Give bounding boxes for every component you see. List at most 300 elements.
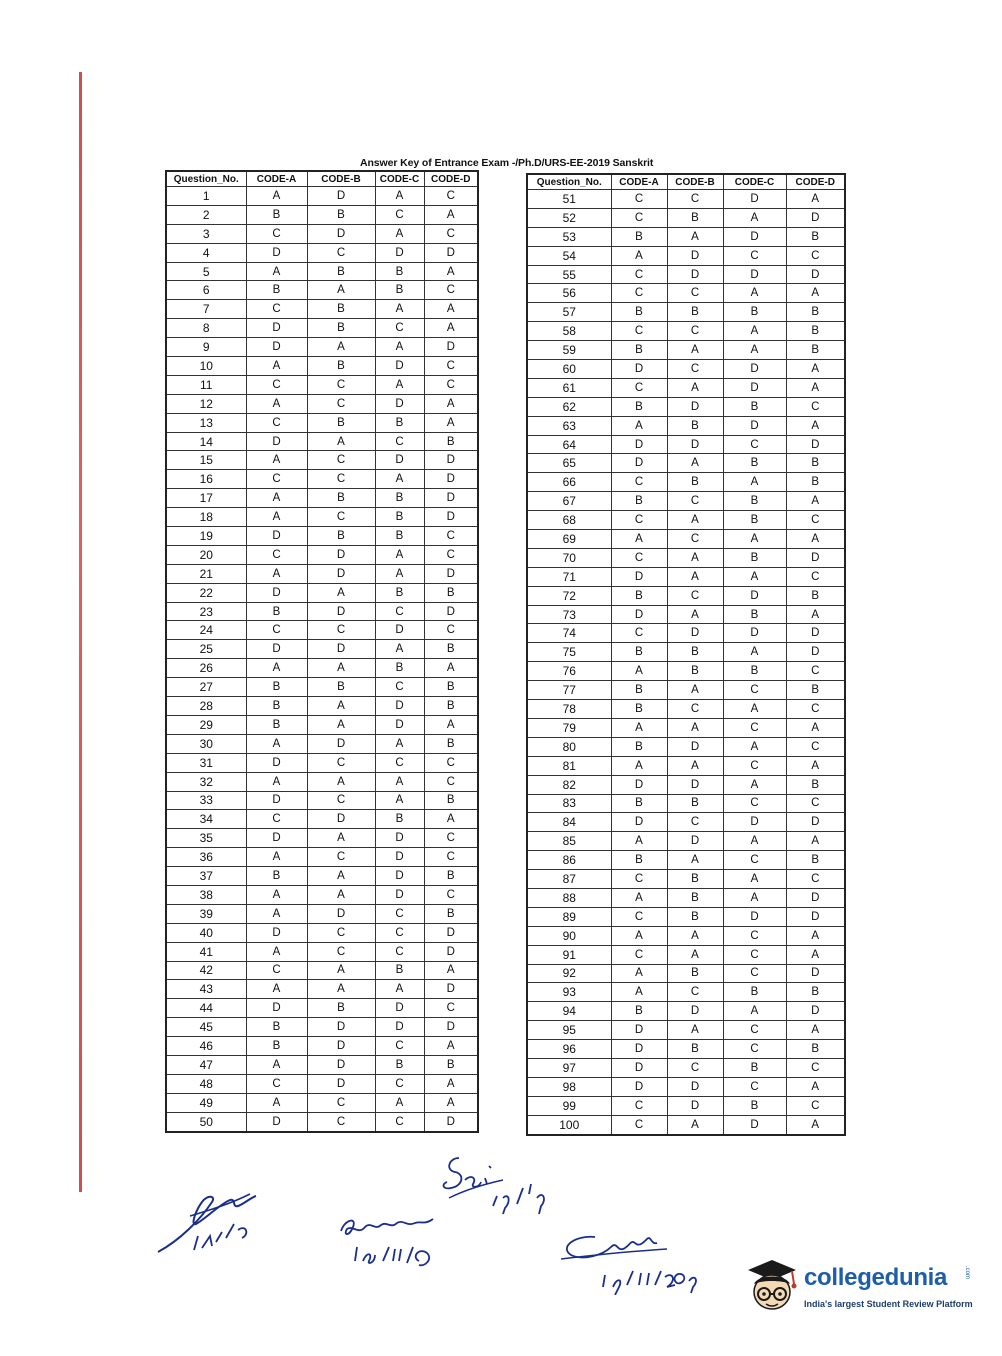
answer-cell: B	[611, 303, 667, 322]
answer-cell: D	[246, 1112, 307, 1131]
answer-cell: C	[723, 964, 786, 983]
answer-cell: B	[375, 527, 424, 546]
table-row	[166, 243, 478, 262]
answer-cell: C	[375, 678, 424, 697]
answer-cell: C	[786, 1058, 845, 1077]
logo-domain-suffix: .com	[964, 1266, 970, 1280]
answer-cell: A	[375, 772, 424, 791]
table-row	[527, 737, 845, 756]
table-row	[527, 303, 845, 322]
question-number-cell: 92	[527, 964, 611, 983]
answer-cell: A	[424, 1037, 478, 1056]
table-row	[166, 772, 478, 791]
answer-cell: A	[246, 187, 307, 206]
answer-cell: D	[424, 602, 478, 621]
answer-cell: A	[424, 205, 478, 224]
answer-cell: A	[307, 829, 375, 848]
table-row	[166, 904, 478, 923]
table-row	[527, 643, 845, 662]
table-row	[166, 621, 478, 640]
answer-cell: D	[667, 775, 723, 794]
answer-cell: D	[375, 848, 424, 867]
answer-cell: B	[424, 1055, 478, 1074]
answer-cell: C	[424, 885, 478, 904]
answer-cell: A	[723, 700, 786, 719]
answer-cell: C	[611, 473, 667, 492]
answer-cell: C	[424, 848, 478, 867]
question-number-cell: 77	[527, 681, 611, 700]
answer-cell: D	[723, 624, 786, 643]
answer-cell: C	[307, 848, 375, 867]
answer-cell: A	[424, 810, 478, 829]
answer-cell: A	[786, 945, 845, 964]
answer-cell: B	[611, 737, 667, 756]
answer-cell: D	[611, 1077, 667, 1096]
answer-cell: D	[375, 867, 424, 886]
question-number-cell: 97	[527, 1058, 611, 1077]
answer-cell: A	[375, 300, 424, 319]
answer-cell: C	[307, 243, 375, 262]
answer-cell: B	[786, 454, 845, 473]
answer-cell: C	[723, 1077, 786, 1096]
answer-cell: A	[723, 567, 786, 586]
question-number-cell: 89	[527, 907, 611, 926]
answer-cell: D	[424, 451, 478, 470]
answer-cell: D	[246, 243, 307, 262]
answer-cell: D	[246, 432, 307, 451]
answer-cell: B	[424, 904, 478, 923]
table-row	[166, 413, 478, 432]
table-row	[527, 756, 845, 775]
answer-cell: A	[786, 416, 845, 435]
answer-cell: D	[246, 753, 307, 772]
signature-3	[435, 1150, 555, 1225]
question-number-cell: 96	[527, 1040, 611, 1059]
answer-cell: C	[246, 545, 307, 564]
answer-cell: D	[611, 605, 667, 624]
answer-cell: D	[667, 737, 723, 756]
answer-cell: C	[611, 322, 667, 341]
question-number-cell: 20	[166, 545, 246, 564]
question-number-cell: 36	[166, 848, 246, 867]
answer-cell: B	[667, 208, 723, 227]
answer-cell: A	[786, 360, 845, 379]
answer-cell: C	[424, 527, 478, 546]
answer-cell: C	[723, 1021, 786, 1040]
table-header-row	[166, 171, 478, 187]
answer-cell: C	[424, 224, 478, 243]
answer-cell: D	[786, 624, 845, 643]
answer-cell: C	[723, 435, 786, 454]
answer-cell: A	[307, 338, 375, 357]
answer-cell: D	[723, 416, 786, 435]
answer-cell: A	[307, 697, 375, 716]
column-header: CODE-B	[667, 174, 723, 190]
answer-cell: A	[667, 681, 723, 700]
answer-cell: D	[424, 980, 478, 999]
answer-cell: D	[786, 265, 845, 284]
answer-cell: A	[246, 451, 307, 470]
answer-cell: D	[786, 208, 845, 227]
answer-cell: A	[786, 926, 845, 945]
table-row	[166, 583, 478, 602]
answer-cell: C	[667, 586, 723, 605]
answer-cell: A	[424, 715, 478, 734]
answer-cell: C	[611, 1096, 667, 1115]
table-row	[527, 567, 845, 586]
answer-cell: C	[786, 1096, 845, 1115]
table-row	[527, 473, 845, 492]
table-row	[166, 300, 478, 319]
answer-key-table-right	[526, 173, 846, 1136]
answer-cell: B	[424, 583, 478, 602]
question-number-cell: 70	[527, 548, 611, 567]
table-header-row	[527, 174, 845, 190]
answer-cell: C	[611, 945, 667, 964]
table-row	[527, 1115, 845, 1134]
table-row	[527, 548, 845, 567]
answer-cell: D	[786, 813, 845, 832]
answer-cell: B	[375, 583, 424, 602]
question-number-cell: 46	[166, 1037, 246, 1056]
column-header: Question_No.	[166, 171, 246, 187]
question-number-cell: 60	[527, 360, 611, 379]
table-row	[166, 848, 478, 867]
answer-cell: D	[307, 1055, 375, 1074]
question-number-cell: 79	[527, 718, 611, 737]
answer-cell: D	[667, 265, 723, 284]
table-row	[166, 319, 478, 338]
answer-cell: A	[424, 394, 478, 413]
answer-cell: C	[307, 1093, 375, 1112]
answer-cell: D	[424, 508, 478, 527]
question-number-cell: 78	[527, 700, 611, 719]
answer-cell: D	[786, 964, 845, 983]
table-row	[527, 832, 845, 851]
answer-cell: C	[307, 508, 375, 527]
question-number-cell: 28	[166, 697, 246, 716]
answer-cell: D	[375, 697, 424, 716]
question-number-cell: 67	[527, 492, 611, 511]
answer-cell: D	[723, 1115, 786, 1134]
question-number-cell: 42	[166, 961, 246, 980]
question-number-cell: 65	[527, 454, 611, 473]
table-row	[166, 791, 478, 810]
answer-cell: C	[667, 190, 723, 209]
table-row	[527, 681, 845, 700]
answer-cell: A	[611, 926, 667, 945]
table-row	[166, 753, 478, 772]
answer-cell: A	[424, 413, 478, 432]
answer-cell: C	[375, 602, 424, 621]
table-row	[527, 435, 845, 454]
table-row	[527, 322, 845, 341]
answer-cell: D	[424, 942, 478, 961]
question-number-cell: 82	[527, 775, 611, 794]
answer-cell: B	[786, 681, 845, 700]
question-number-cell: 45	[166, 1018, 246, 1037]
question-number-cell: 44	[166, 999, 246, 1018]
table-row	[527, 662, 845, 681]
answer-cell: C	[667, 492, 723, 511]
table-row	[166, 527, 478, 546]
answer-cell: C	[723, 718, 786, 737]
question-number-cell: 43	[166, 980, 246, 999]
question-number-cell: 37	[166, 867, 246, 886]
answer-cell: A	[375, 734, 424, 753]
answer-cell: A	[424, 262, 478, 281]
answer-cell: C	[611, 870, 667, 889]
answer-cell: C	[667, 284, 723, 303]
table-row	[527, 416, 845, 435]
answer-cell: C	[246, 375, 307, 394]
answer-cell: A	[307, 772, 375, 791]
answer-cell: A	[786, 718, 845, 737]
answer-cell: B	[723, 303, 786, 322]
answer-cell: D	[424, 489, 478, 508]
answer-cell: C	[246, 224, 307, 243]
answer-cell: C	[375, 432, 424, 451]
answer-cell: A	[307, 715, 375, 734]
answer-cell: A	[723, 530, 786, 549]
answer-cell: B	[611, 341, 667, 360]
answer-cell: A	[307, 961, 375, 980]
question-number-cell: 10	[166, 357, 246, 376]
table-row	[166, 867, 478, 886]
table-row	[166, 885, 478, 904]
answer-cell: C	[611, 624, 667, 643]
table-row	[166, 1093, 478, 1112]
answer-cell: D	[375, 1018, 424, 1037]
signature-1	[150, 1180, 280, 1260]
answer-cell: A	[246, 848, 307, 867]
answer-cell: D	[307, 734, 375, 753]
answer-cell: C	[424, 999, 478, 1018]
answer-cell: D	[375, 885, 424, 904]
answer-cell: B	[375, 413, 424, 432]
answer-cell: B	[246, 867, 307, 886]
question-number-cell: 12	[166, 394, 246, 413]
answer-cell: A	[246, 1093, 307, 1112]
table-row	[527, 284, 845, 303]
question-number-cell: 47	[166, 1055, 246, 1074]
table-row	[166, 923, 478, 942]
answer-cell: A	[611, 530, 667, 549]
question-number-cell: 21	[166, 564, 246, 583]
answer-cell: D	[611, 435, 667, 454]
answer-cell: A	[307, 583, 375, 602]
question-number-cell: 40	[166, 923, 246, 942]
answer-cell: C	[424, 375, 478, 394]
answer-cell: D	[375, 451, 424, 470]
table-row	[166, 697, 478, 716]
answer-cell: A	[246, 357, 307, 376]
answer-cell: C	[723, 756, 786, 775]
question-number-cell: 91	[527, 945, 611, 964]
answer-cell: B	[723, 548, 786, 567]
answer-cell: C	[424, 281, 478, 300]
table-row	[166, 980, 478, 999]
answer-cell: B	[375, 1055, 424, 1074]
answer-cell: B	[246, 715, 307, 734]
question-number-cell: 86	[527, 851, 611, 870]
answer-cell: A	[375, 640, 424, 659]
answer-cell: B	[424, 697, 478, 716]
answer-cell: C	[667, 1058, 723, 1077]
question-number-cell: 39	[166, 904, 246, 923]
answer-cell: C	[786, 737, 845, 756]
answer-cell: A	[307, 281, 375, 300]
table-row	[527, 246, 845, 265]
column-header: Question_No.	[527, 174, 611, 190]
answer-cell: C	[246, 810, 307, 829]
page-edge-mark	[79, 72, 82, 1192]
answer-cell: D	[246, 583, 307, 602]
answer-cell: B	[786, 303, 845, 322]
answer-cell: B	[786, 473, 845, 492]
answer-cell: D	[723, 190, 786, 209]
answer-cell: C	[375, 1112, 424, 1131]
answer-cell: A	[667, 548, 723, 567]
answer-cell: A	[246, 772, 307, 791]
answer-cell: A	[723, 832, 786, 851]
table-row	[166, 357, 478, 376]
answer-cell: C	[611, 511, 667, 530]
collegedunia-logo	[742, 1254, 974, 1324]
table-row	[527, 530, 845, 549]
answer-cell: C	[667, 813, 723, 832]
answer-cell: C	[424, 357, 478, 376]
answer-cell: C	[723, 851, 786, 870]
question-number-cell: 52	[527, 208, 611, 227]
answer-cell: D	[307, 1018, 375, 1037]
answer-cell: C	[786, 397, 845, 416]
answer-cell: A	[307, 867, 375, 886]
answer-cell: C	[375, 1037, 424, 1056]
answer-cell: A	[667, 227, 723, 246]
answer-cell: D	[246, 923, 307, 942]
question-number-cell: 48	[166, 1074, 246, 1093]
question-number-cell: 63	[527, 416, 611, 435]
answer-cell: B	[723, 454, 786, 473]
answer-cell: D	[246, 829, 307, 848]
answer-cell: C	[723, 681, 786, 700]
answer-cell: B	[375, 961, 424, 980]
answer-cell: D	[375, 243, 424, 262]
answer-cell: C	[611, 208, 667, 227]
table-row	[166, 602, 478, 621]
answer-key-table-left	[165, 170, 479, 1133]
question-number-cell: 51	[527, 190, 611, 209]
answer-cell: B	[667, 662, 723, 681]
answer-cell: B	[246, 1037, 307, 1056]
answer-cell: A	[246, 394, 307, 413]
answer-cell: B	[611, 643, 667, 662]
table-row	[166, 508, 478, 527]
question-number-cell: 59	[527, 341, 611, 360]
answer-cell: A	[424, 319, 478, 338]
answer-cell: A	[246, 489, 307, 508]
answer-cell: D	[307, 564, 375, 583]
question-number-cell: 14	[166, 432, 246, 451]
student-mascot-icon	[742, 1254, 802, 1316]
answer-cell: A	[424, 1074, 478, 1093]
answer-cell: A	[307, 432, 375, 451]
question-number-cell: 17	[166, 489, 246, 508]
answer-cell: B	[723, 605, 786, 624]
answer-cell: B	[246, 1018, 307, 1037]
answer-cell: B	[424, 432, 478, 451]
answer-cell: A	[667, 1021, 723, 1040]
answer-cell: B	[667, 473, 723, 492]
question-number-cell: 5	[166, 262, 246, 281]
question-number-cell: 100	[527, 1115, 611, 1134]
answer-cell: A	[667, 756, 723, 775]
answer-cell: A	[611, 246, 667, 265]
answer-cell: A	[723, 322, 786, 341]
column-header: CODE-A	[611, 174, 667, 190]
answer-cell: D	[246, 999, 307, 1018]
answer-cell: A	[667, 945, 723, 964]
answer-cell: A	[375, 980, 424, 999]
question-number-cell: 7	[166, 300, 246, 319]
table-row	[527, 1096, 845, 1115]
answer-cell: A	[424, 1093, 478, 1112]
answer-cell: A	[246, 262, 307, 281]
answer-cell: A	[375, 224, 424, 243]
answer-cell: A	[723, 1002, 786, 1021]
answer-cell: A	[667, 605, 723, 624]
answer-cell: B	[307, 357, 375, 376]
answer-cell: B	[611, 681, 667, 700]
answer-cell: C	[246, 413, 307, 432]
column-header: CODE-B	[307, 171, 375, 187]
answer-cell: A	[723, 775, 786, 794]
question-number-cell: 2	[166, 205, 246, 224]
table-row	[527, 492, 845, 511]
question-number-cell: 94	[527, 1002, 611, 1021]
question-number-cell: 1	[166, 187, 246, 206]
answer-cell: D	[246, 319, 307, 338]
answer-cell: A	[307, 980, 375, 999]
answer-cell: C	[611, 378, 667, 397]
answer-cell: C	[375, 1074, 424, 1093]
table-row	[527, 227, 845, 246]
answer-cell: C	[611, 907, 667, 926]
document-title: Answer Key of Entrance Exam -/Ph.D/URS-EE-2019 Sanskrit	[360, 157, 654, 169]
table-row	[527, 605, 845, 624]
answer-cell: C	[375, 319, 424, 338]
answer-cell: D	[611, 1021, 667, 1040]
answer-cell: C	[424, 187, 478, 206]
answer-cell: D	[424, 564, 478, 583]
answer-cell: D	[246, 338, 307, 357]
answer-cell: C	[307, 1112, 375, 1131]
question-number-cell: 85	[527, 832, 611, 851]
question-number-cell: 88	[527, 888, 611, 907]
question-number-cell: 49	[166, 1093, 246, 1112]
answer-cell: A	[667, 454, 723, 473]
table-row	[527, 265, 845, 284]
answer-cell: B	[611, 851, 667, 870]
answer-cell: A	[424, 300, 478, 319]
table-row	[527, 341, 845, 360]
answer-cell: A	[786, 1021, 845, 1040]
answer-cell: A	[611, 416, 667, 435]
answer-cell: A	[246, 904, 307, 923]
answer-cell: B	[246, 602, 307, 621]
answer-cell: C	[786, 511, 845, 530]
